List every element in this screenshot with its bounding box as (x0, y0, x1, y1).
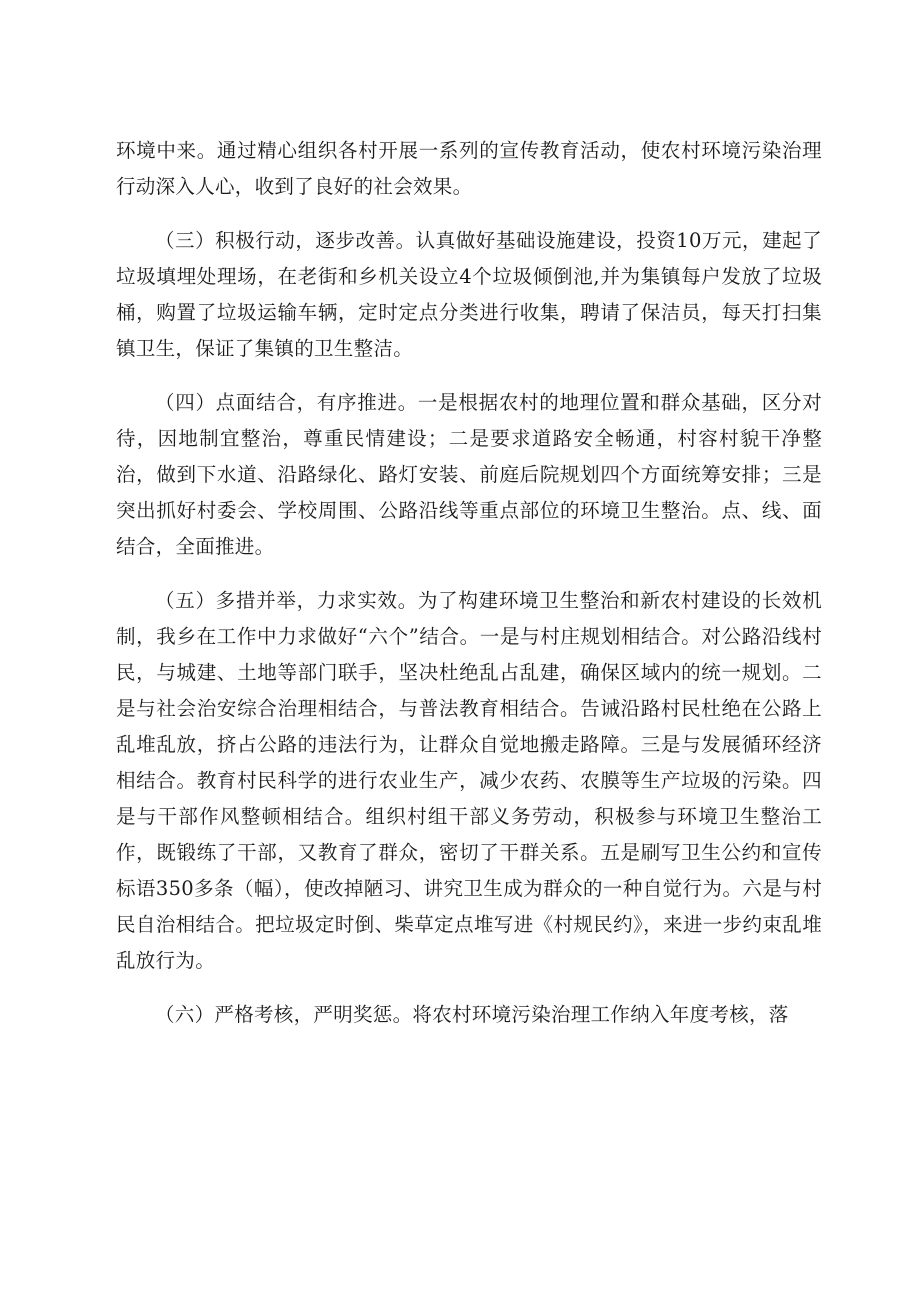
paragraph-continuation: 环境中来。通过精心组织各村开展一系列的宣传教育活动，使农村环境污染治理行动深入人心，收到了良好的社会效果。 (116, 139, 822, 198)
paragraph-section-six: （六）严格考核，严明奖惩。将农村环境污染治理工作纳入年度考核，落 (155, 1003, 789, 1026)
paragraph-section-four: （四）点面结合，有序推进。一是根据农村的地理位置和群众基础，区分对待，因地制宜整治，尊重民情建设；二是要求道路安全畅通，村容村貌干净整治，做到下水道、沿路绿化、路灯安装、前庭后院规划四个方面统筹安排；三是突出抓好村委会、学校周围、公路沿线等重点部位的环境卫生整治。点、线、面结合，全面推进。 (116, 391, 822, 558)
paragraph-section-five: （五）多措并举，力求实效。为了构建环境卫生整治和新农村建设的长效机制，我乡在工作中力求做好“六个”结合。一是与村庄规划相结合。对公路沿线村民，与城建、土地等部门联手，坚决杜绝乱占乱建，确保区域内的统一规划。二是与社会治安综合治理相结合，与普法教育相结合。告诫沿路村民杜绝在公路上乱堆乱放，挤占公路的违法行为，让群众自觉地搬走路障。三是与发展循环经济相结合。教育村民科学的进行农业生产，减少农药、农膜等生产垃圾的污染。四是与干部作风整顿相结合。组织村组干部义务劳动，积极参与环境卫生整治工作，既锻练了干部，又教育了群众，密切了干群关系。五是刷写卫生公约和宣传标语350多条（幅），使改掉陋习、讲究卫生成为群众的一种自觉行为。六是与村民自治相结合。把垃圾定时倒、柴草定点堆写进《村规民约》，来进一步约束乱堆乱放行为。 (116, 589, 822, 972)
paragraph-section-three: （三）积极行动，逐步改善。认真做好基础设施建设，投资10万元，建起了垃圾填埋处理场，在老街和乡机关设立4个垃圾倾倒池,并为集镇每户发放了垃圾桶，购置了垃圾运输车辆，定时定点分类进行收集，聘请了保洁员，每天打扫集镇卫生，保证了集镇的卫生整洁。 (116, 229, 822, 360)
document-body (116, 133, 822, 1051)
